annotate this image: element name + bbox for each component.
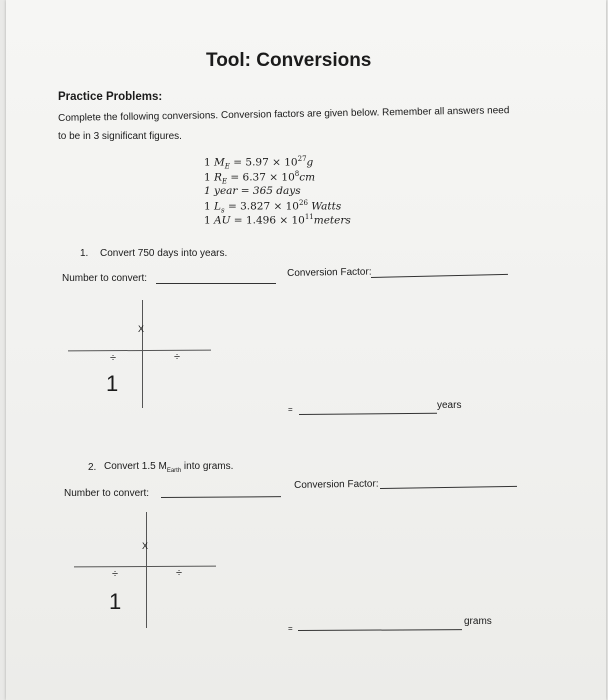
factor-astronomical-unit: 1 AU = $1.496 \times 10^{11}meters$ <box>204 213 351 227</box>
problem-1-one: 1 <box>106 371 119 396</box>
problem-1-grid-vertical <box>142 300 143 408</box>
problem-2-divide-left: ÷ <box>112 568 119 580</box>
problem-1-number: 1. <box>80 248 89 259</box>
problem-1-answer-blank[interactable] <box>299 413 437 415</box>
problem-2-text: Convert 1.5 $M_{Earth}$ into grams. <box>104 461 234 474</box>
problem-2-grid-horizontal <box>74 566 216 568</box>
factor-year: 1 year = 365 days <box>204 185 301 197</box>
problem-1-multiply-sign: X <box>138 324 145 334</box>
instructions-line-2: to be in 3 significant figures. <box>58 131 182 142</box>
problem-2-equals: = <box>288 624 293 633</box>
worksheet-page <box>6 0 606 700</box>
factor-earth-radius: 1 $R_E = 6.37 \times 10^8cm$ <box>204 170 316 186</box>
practice-heading: Practice Problems: <box>58 91 163 103</box>
problem-2-number-blank[interactable] <box>161 496 281 498</box>
problem-1-factor-label: Conversion Factor: <box>287 266 372 279</box>
problem-2-number-label: Number to convert: <box>64 488 150 499</box>
problem-1-divide-left: ÷ <box>110 352 117 364</box>
problem-1-grid-horizontal <box>68 350 211 352</box>
problem-1-divide-right: ÷ <box>174 351 181 363</box>
problem-2-unit: grams <box>464 616 492 627</box>
page-title: Tool: Conversions <box>206 50 372 71</box>
factor-solar-luminosity: 1 $L_s = 3.827 \times 10^{26}$ Watts <box>204 199 342 215</box>
problem-2-number: 2. <box>88 462 97 473</box>
problem-1-factor-blank[interactable] <box>371 274 508 278</box>
problem-2-factor-blank[interactable] <box>380 486 517 489</box>
instructions-line-1: Complete the following conversions. Conversion factors are given below. Remember all answers need <box>58 105 510 124</box>
problem-1-unit: years <box>437 400 462 411</box>
problem-1-number-label: Number to convert: <box>62 273 148 284</box>
problem-2-factor-label: Conversion Factor: <box>294 478 379 491</box>
problem-2-divide-right: ÷ <box>176 567 183 579</box>
problem-2-answer-blank[interactable] <box>298 629 462 631</box>
problem-2-multiply-sign: X <box>142 541 149 551</box>
factor-earth-mass: 1 $M_E = 5.97 \times 10^{27}g$ <box>204 155 314 171</box>
problem-2-grid-vertical <box>146 512 147 628</box>
problem-1-number-blank[interactable] <box>156 283 276 284</box>
problem-1-text: Convert 750 days into years. <box>100 248 228 259</box>
problem-1-equals: = <box>288 405 293 414</box>
problem-2-one: 1 <box>109 589 122 614</box>
